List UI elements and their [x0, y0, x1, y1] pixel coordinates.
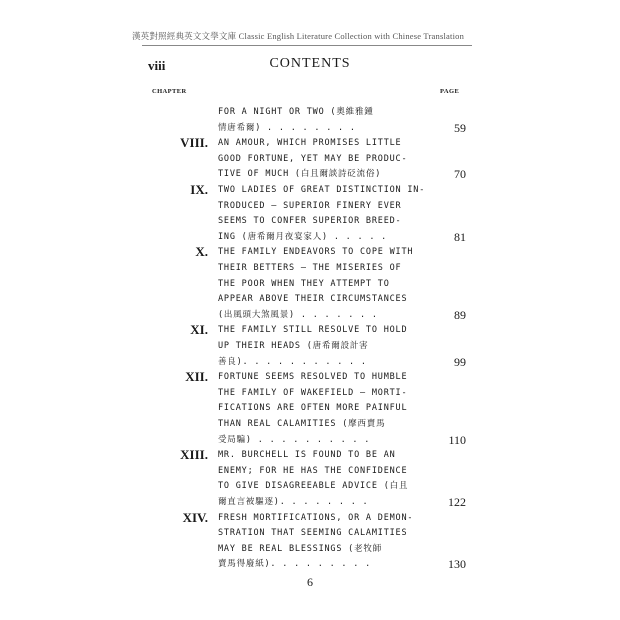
page-number-roman: viii	[148, 58, 166, 73]
chapter-title-text: 情唐希爾) . . . . . . . .	[218, 122, 356, 133]
chapter-title-text: TIVE OF MUCH (白且爾談詩砭流俗)	[218, 169, 382, 180]
chapter-number: XI.	[190, 322, 208, 338]
chapter-number: VIII.	[180, 135, 208, 151]
page-ref: 122	[448, 495, 466, 509]
chapter-title-text: THAN REAL CALAMITIES (摩西賣馬	[218, 419, 386, 429]
toc-line	[0, 525, 620, 541]
toc-line	[0, 291, 620, 307]
chapter-title-text: FOR A NIGHT OR TWO (奧維雅鍾	[218, 107, 374, 117]
chapter-title-text: THE FAMILY ENDEAVORS TO COPE WITH	[218, 247, 414, 258]
chapter-title-text: TRODUCED — SUPERIOR FINERY EVER	[218, 200, 402, 211]
toc-line	[0, 494, 620, 510]
toc-line	[0, 369, 620, 385]
running-header: 漢英對照經典英文文學文庫 Classic English Literature Collection with Chinese Translation	[131, 31, 465, 41]
page-ref: 59	[454, 120, 466, 135]
footer-page-number: 6	[307, 575, 313, 589]
toc-line	[0, 166, 620, 182]
page-ref: 89	[454, 307, 466, 322]
toc-line	[0, 447, 620, 463]
page-ref: 130	[448, 557, 466, 572]
toc-line	[0, 244, 620, 260]
toc-line	[0, 120, 620, 136]
chapter-title-text: APPEAR ABOVE THEIR CIRCUMSTANCES	[218, 294, 408, 305]
chapter-title-text: GOOD FORTUNE, YET MAY BE PRODUC-	[218, 153, 408, 164]
chapter-title-text: MR. BURCHELL IS FOUND TO BE AN	[218, 450, 396, 461]
chapter-title-text: THEIR BETTERS — THE MISERIES OF	[218, 263, 402, 273]
chapter-number: IX.	[190, 182, 208, 197]
toc-line	[0, 385, 620, 401]
page-ref: 70	[454, 167, 466, 182]
toc-line	[0, 151, 620, 167]
chapter-title-text: MAY BE REAL BLESSINGS (老牧師	[218, 543, 383, 554]
chapter-title-text: FRESH MORTIFICATIONS, OR A DEMON-	[218, 512, 414, 523]
chapter-title-text: THE FAMILY STILL RESOLVE TO HOLD	[218, 325, 408, 336]
toc-line	[0, 276, 620, 292]
page-ref: 99	[454, 354, 466, 369]
chapter-title-text: (出風頭大煞風景) . . . . . . .	[218, 309, 378, 320]
chapter-title-text: ING (唐希爾月夜宴家人) . . . . .	[218, 231, 388, 242]
page-ref: 81	[454, 229, 466, 244]
chapter-title-text: THE FAMILY OF WAKEFIELD — MORTI-	[218, 387, 408, 398]
toc-line	[0, 556, 620, 572]
toc-line	[0, 338, 620, 354]
chapter-title-text: TWO LADIES OF GREAT DISTINCTION IN-	[218, 185, 426, 195]
toc-line	[0, 463, 620, 479]
page-ref: 110	[448, 432, 466, 447]
toc-line	[0, 229, 620, 245]
toc-line	[0, 182, 620, 198]
chapter-number: XII.	[185, 369, 208, 385]
toc-line	[0, 198, 620, 214]
chapter-column-heading: CHAPTER	[152, 88, 187, 95]
toc-line	[0, 400, 620, 416]
chapter-number: XIII.	[180, 447, 208, 463]
page-column-heading: PAGE	[440, 88, 460, 95]
toc-line	[0, 510, 620, 526]
toc-line	[0, 307, 620, 323]
chapter-number: X.	[195, 244, 208, 260]
toc-line	[0, 478, 620, 494]
toc-line	[0, 260, 620, 276]
toc-line	[0, 135, 620, 151]
chapter-title-text: SEEMS TO CONFER SUPERIOR BREED-	[218, 216, 402, 227]
page-title: CONTENTS	[269, 56, 351, 71]
chapter-title-text: TO GIVE DISAGREEABLE ADVICE (白且	[218, 481, 409, 492]
toc-line	[0, 213, 620, 229]
chapter-number: XIV.	[182, 509, 208, 525]
toc-line	[0, 322, 620, 338]
chapter-title-text: 爾直言被驅逐). . . . . . . .	[218, 497, 369, 507]
chapter-title-text: UP THEIR HEADS (唐希爾設計害	[218, 341, 369, 351]
chapter-title-text: 受局騙) . . . . . . . . . .	[218, 434, 371, 445]
chapter-title-text: THE POOR WHEN THEY ATTEMPT TO	[218, 278, 390, 289]
chapter-title-text: 善良). . . . . . . . . . .	[218, 356, 367, 367]
header-rule	[142, 45, 472, 46]
toc-line	[0, 354, 620, 370]
chapter-title-text: ENEMY; FOR HE HAS THE CONFIDENCE	[218, 465, 408, 476]
toc-line	[0, 416, 620, 432]
toc-line	[0, 432, 620, 448]
chapter-title-text: FICATIONS ARE OFTEN MORE PAINFUL	[218, 403, 408, 414]
toc-line	[0, 541, 620, 557]
chapter-title-text: 賣馬得廢紙). . . . . . . . .	[218, 559, 372, 570]
toc-line	[0, 104, 620, 120]
chapter-title-text: AN AMOUR, WHICH PROMISES LITTLE	[218, 138, 402, 149]
chapter-title-text: STRATION THAT SEEMING CALAMITIES	[218, 528, 408, 539]
chapter-title-text: FORTUNE SEEMS RESOLVED TO HUMBLE	[218, 372, 408, 383]
